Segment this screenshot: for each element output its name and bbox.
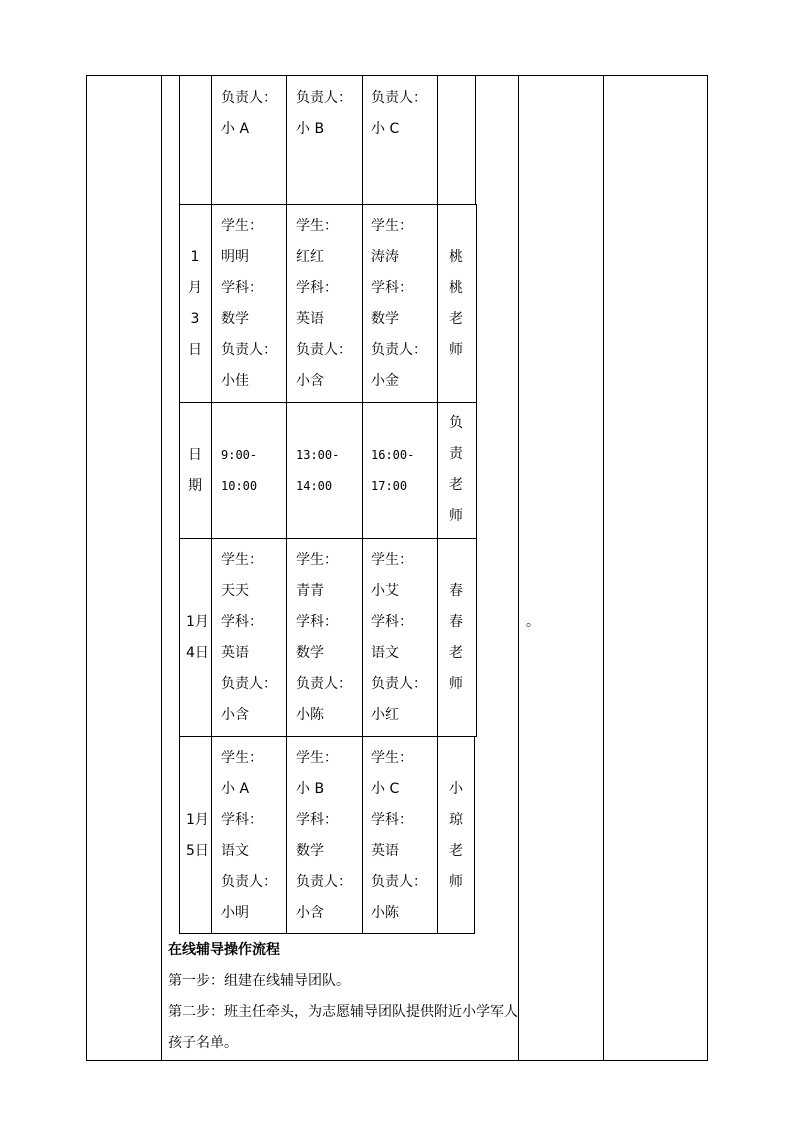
outer-bottom-border xyxy=(86,1060,708,1061)
inner-col-line-4 xyxy=(437,75,438,934)
header-time-2 xyxy=(296,440,339,502)
teacher-label: 桃 桃 老 师 xyxy=(449,249,463,358)
date-header: 日 期 xyxy=(188,447,202,494)
header-time-1 xyxy=(221,440,257,502)
inner-col-line-2 xyxy=(286,75,287,934)
inner-row-line-4 xyxy=(179,736,476,737)
top-row-cell-3 xyxy=(371,83,427,145)
cell-text: 学生： 小艾 学科： 语文 负责人： 小红 xyxy=(371,552,427,723)
top-row-cell-1 xyxy=(221,83,277,145)
row-2-cell-3 xyxy=(371,545,427,731)
cell-text: 学生： 涛涛 学科： 数学 负责人： 小金 xyxy=(371,218,427,389)
time-slot: 13:00- 14:00 xyxy=(296,448,340,493)
inner-col-line-3 xyxy=(362,75,363,934)
row-1-cell-3 xyxy=(371,211,427,397)
cell-text: 学生： 明明 学科： 数学 负责人： 小佳 xyxy=(221,218,277,389)
outer-left-border xyxy=(86,75,87,1061)
date-label: 1月 5日 xyxy=(186,812,209,859)
procedure-step-2-line-1: 第二步：班主任牵头，为志愿辅导团队提供附近小学军人 xyxy=(168,1004,518,1020)
cell-text: 学生： 小 C 学科： 英语 负责人： 小陈 xyxy=(371,750,427,921)
time-slot: 9:00- 10:00 xyxy=(221,448,258,493)
col-divider-3 xyxy=(603,75,604,1061)
procedure-title: 在线辅导操作流程 xyxy=(168,942,280,958)
row-1-date xyxy=(185,242,205,366)
cell-text: 负责人： 小 A xyxy=(221,90,277,137)
procedure-step-2-line-2: 孩子名单。 xyxy=(168,1035,238,1051)
outer-right-border xyxy=(707,75,708,1061)
header-date-label xyxy=(185,440,205,502)
inner-col-line-5b xyxy=(476,204,477,737)
inner-col-line-5a xyxy=(475,75,476,205)
cell-text: 学生： 红红 学科： 英语 负责人： 小含 xyxy=(296,218,352,389)
row-3-cell-3 xyxy=(371,743,427,929)
cell-text: 学生： 天天 学科： 英语 负责人： 小含 xyxy=(221,552,277,723)
cell-text: 学生： 青青 学科： 数学 负责人： 小陈 xyxy=(296,552,352,723)
date-label: 1月 4日 xyxy=(186,614,209,661)
cell-text: 负责人： 小 B xyxy=(296,90,352,137)
time-slot: 16:00- 17:00 xyxy=(371,448,415,493)
row-3-cell-1 xyxy=(221,743,277,929)
row-2-cell-2 xyxy=(296,545,352,731)
side-period-mark: 。 xyxy=(526,614,540,630)
teacher-label: 春 春 老 师 xyxy=(449,583,463,692)
teacher-header: 负 责 老 师 xyxy=(449,415,463,524)
cell-text: 负责人： 小 C xyxy=(371,90,427,137)
inner-row-line-2 xyxy=(179,402,476,403)
procedure-step-1: 第一步：组建在线辅导团队。 xyxy=(168,973,350,989)
col-divider-2 xyxy=(518,75,519,1061)
inner-col-line-0 xyxy=(179,75,180,934)
row-2-date xyxy=(186,607,209,669)
cell-text: 学生： 小 A 学科： 语文 负责人： 小明 xyxy=(221,750,277,921)
row-3-cell-2 xyxy=(296,743,352,929)
inner-col-line-1 xyxy=(211,75,212,934)
row-1-cell-1 xyxy=(221,211,277,397)
header-teacher-label xyxy=(446,408,466,532)
header-time-3 xyxy=(371,440,414,502)
row-3-date xyxy=(186,805,209,867)
row-2-teacher xyxy=(446,576,466,700)
date-label: 1 月 3 日 xyxy=(188,249,202,358)
row-1-teacher xyxy=(446,242,466,366)
cell-text: 学生： 小 B 学科： 数学 负责人： 小含 xyxy=(296,750,352,921)
col-divider-1 xyxy=(161,75,162,1061)
row-2-cell-1 xyxy=(221,545,277,731)
inner-row-line-3 xyxy=(179,538,476,539)
row-1-cell-2 xyxy=(296,211,352,397)
row-3-teacher xyxy=(446,774,466,898)
inner-row-line-5 xyxy=(179,933,474,934)
inner-row-line-1 xyxy=(179,204,476,205)
teacher-label: 小 琼 老 师 xyxy=(449,781,463,890)
inner-col-line-5c xyxy=(474,736,475,934)
top-row-cell-2 xyxy=(296,83,352,145)
